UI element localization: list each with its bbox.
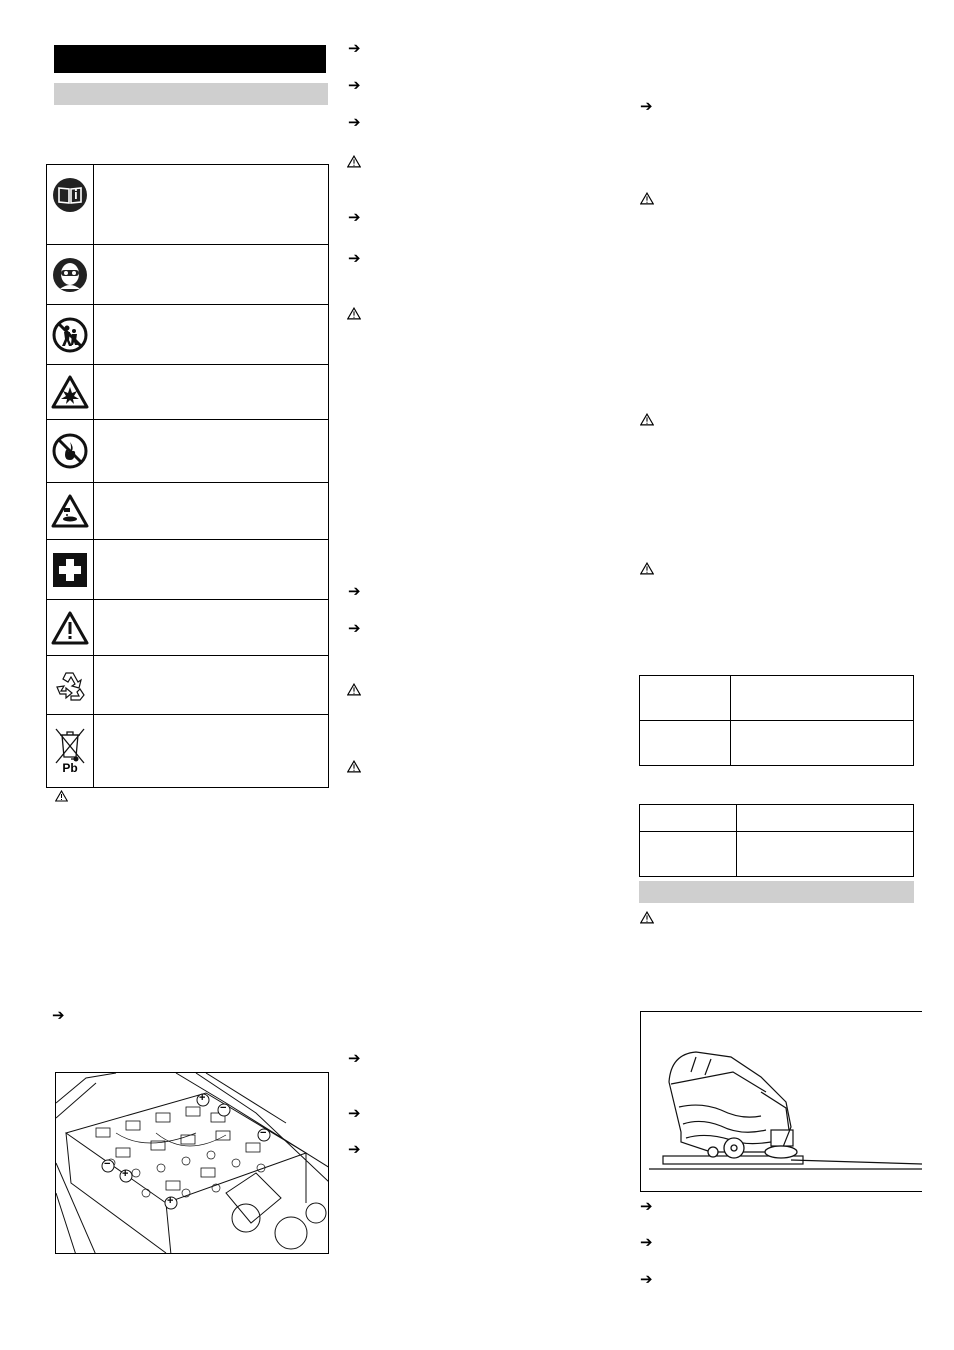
warning-icon <box>55 790 68 802</box>
arrow-bullet-icon: ➔ <box>348 619 361 637</box>
warning-icon <box>640 562 654 575</box>
warning-icon <box>347 155 361 168</box>
terminal-label: + <box>167 1195 174 1207</box>
info-book-icon <box>47 165 93 225</box>
arrow-bullet-icon: ➔ <box>348 76 361 94</box>
safety-symbol-table <box>46 164 329 788</box>
warning-icon <box>640 192 654 205</box>
warning-icon <box>347 307 361 320</box>
scrubber-machine-figure <box>640 1011 922 1192</box>
subsection-heading-bar <box>54 83 328 105</box>
arrow-bullet-icon: ➔ <box>640 1233 653 1251</box>
terminal-label: − <box>104 1158 111 1170</box>
arrow-bullet-icon: ➔ <box>640 97 653 115</box>
arrow-bullet-icon: ➔ <box>640 1197 653 1215</box>
no-fire-icon <box>47 420 93 482</box>
spec-table <box>639 804 914 877</box>
spec-table <box>639 675 914 766</box>
general-warning-icon <box>47 600 93 655</box>
corrosive-acid-icon <box>47 483 93 539</box>
warning-icon <box>347 683 361 696</box>
subsection-heading-bar <box>639 881 914 903</box>
arrow-bullet-icon: ➔ <box>348 1140 361 1158</box>
arrow-bullet-icon: ➔ <box>348 208 361 226</box>
keep-children-away-icon <box>47 305 93 364</box>
terminal-label: + <box>122 1168 129 1180</box>
explosion-hazard-icon <box>47 365 93 419</box>
first-aid-icon <box>47 540 93 599</box>
warning-icon <box>347 760 361 773</box>
terminal-label: − <box>220 1102 227 1114</box>
arrow-bullet-icon: ➔ <box>640 1270 653 1288</box>
terminal-label: + <box>199 1092 206 1104</box>
arrow-bullet-icon: ➔ <box>348 582 361 600</box>
pb-label: Pb <box>62 761 78 775</box>
arrow-bullet-icon: ➔ <box>52 1006 65 1024</box>
arrow-bullet-icon: ➔ <box>348 1049 361 1067</box>
arrow-bullet-icon: ➔ <box>348 113 361 131</box>
warning-icon <box>640 413 654 426</box>
section-heading-bar <box>54 45 326 73</box>
eye-protection-icon <box>47 245 93 304</box>
arrow-bullet-icon: ➔ <box>348 249 361 267</box>
warning-icon <box>640 911 654 924</box>
arrow-bullet-icon: ➔ <box>348 39 361 57</box>
arrow-bullet-icon: ➔ <box>348 1104 361 1122</box>
terminal-label: − <box>260 1127 267 1139</box>
battery-compartment-figure <box>55 1072 329 1254</box>
recycling-icon <box>47 656 93 714</box>
crossed-bin-pb-icon <box>47 715 93 787</box>
